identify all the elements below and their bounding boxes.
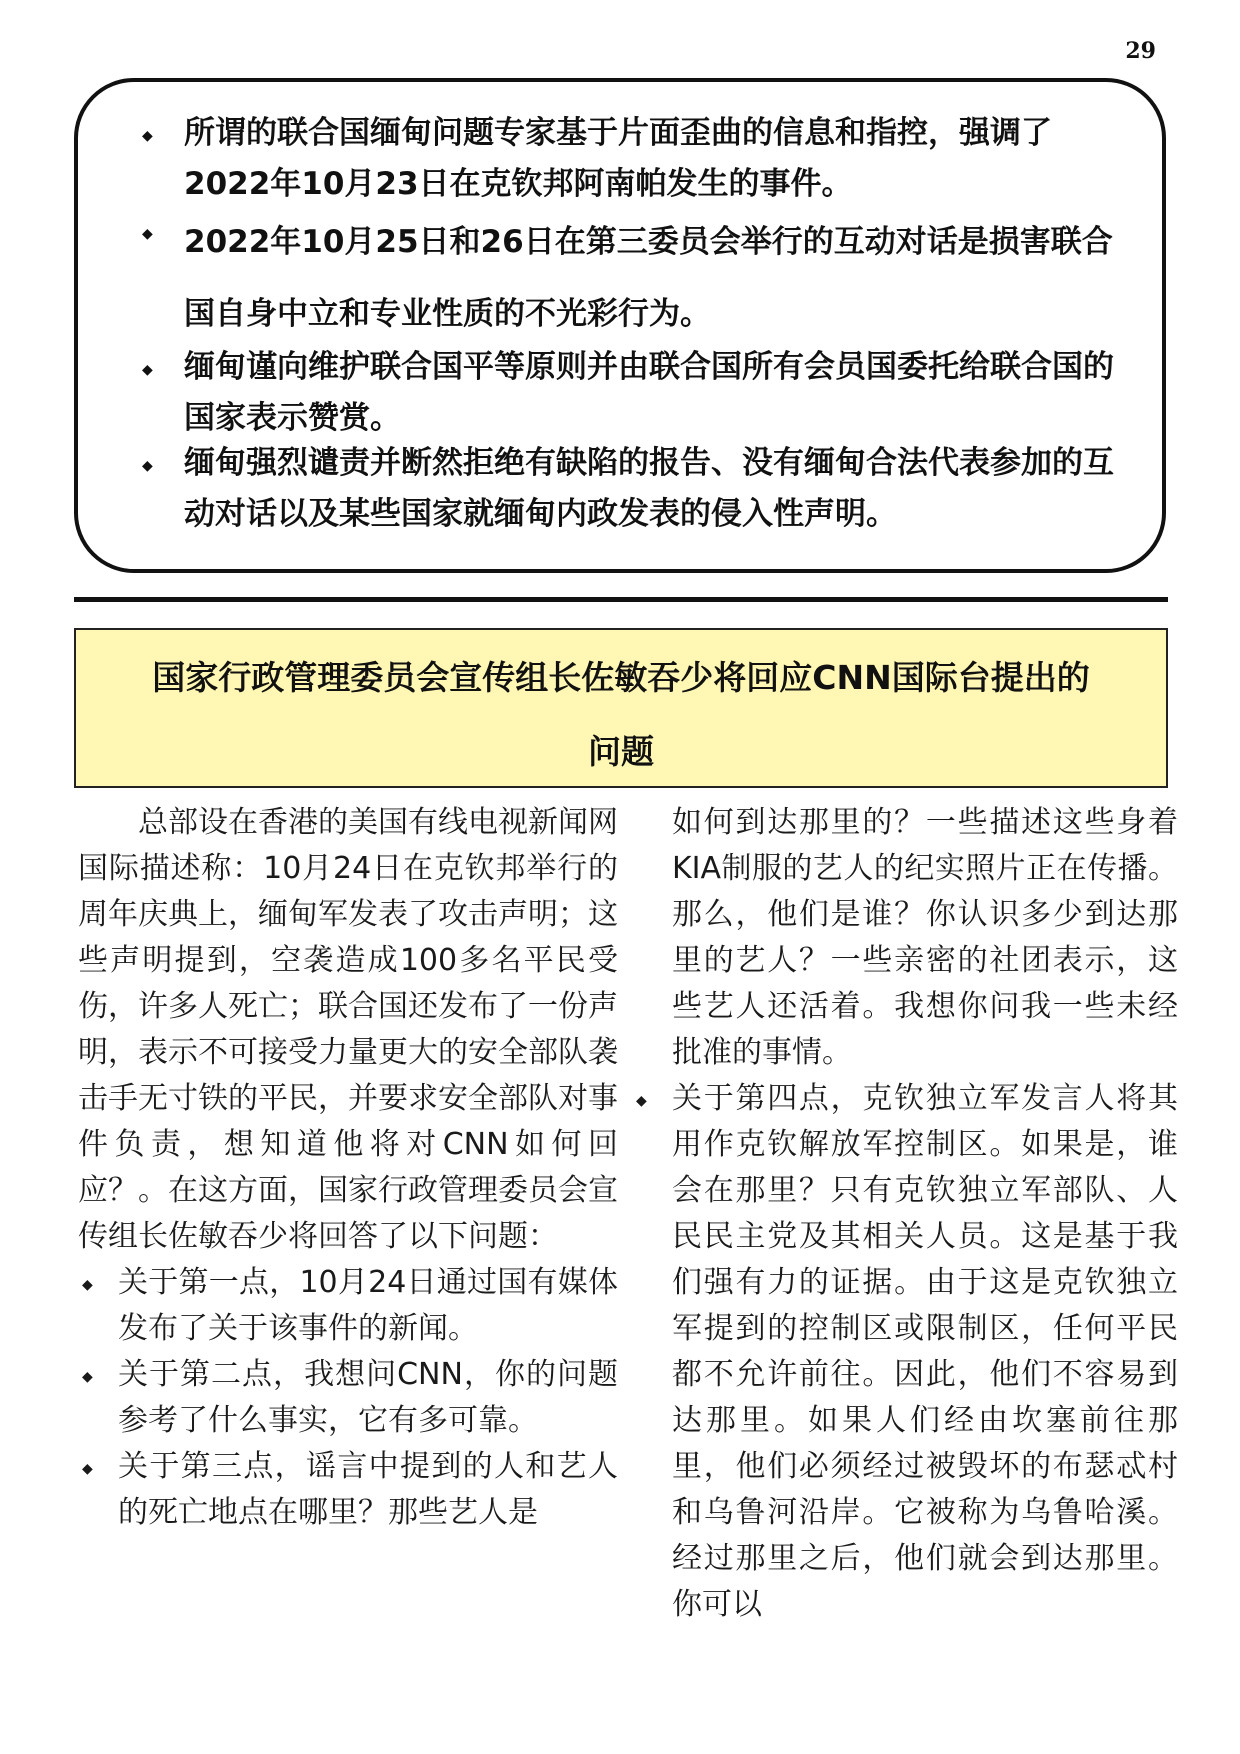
box-bullet-text: 缅甸谨向维护联合国平等原则并由联合国所有会员国委托给联合国的国家表示赞赏。 — [184, 349, 1114, 436]
answer-list — [78, 1260, 618, 1536]
box-bullet-text: 2022年10月25日和26日在第三委员会举行的互动对话是损害联合国自身中立和专业性质的不光彩行为。 — [184, 224, 1113, 332]
box-bullet-text: 所谓的联合国缅甸问题专家基于片面歪曲的信息和指控，强调了2022年10月23日在克钦邦阿南帕发生的事件。 — [184, 115, 1052, 202]
section-title-line-2: 问题 — [588, 732, 654, 771]
diamond-bullet-icon: ◆ — [82, 1277, 93, 1293]
diamond-bullet-icon: ◆ — [142, 128, 153, 144]
diamond-bullet-icon: ◆ — [82, 1461, 93, 1477]
box-bullet-text: 缅甸强烈谴责并断然拒绝有缺陷的报告、没有缅甸合法代表参加的互动对话以及某些国家就缅甸内政发表的侵入性声明。 — [184, 445, 1114, 532]
intro-paragraph: 总部设在香港的美国有线电视新闻网国际描述称：10月24日在克钦邦举行的周年庆典上，缅甸军发表了攻击声明；这些声明提到，空袭造成100多名平民受伤，许多人死亡；联合国还发布了一份声明，表示不可接受力量更大的安全部队袭击手无寸铁的平民，并要求安全部队对事件负责，想知道他将对CNN如何回应？。在这方面，国家行政管理委员会宣传组长佐敏吞少将回答了以下问题： — [78, 805, 618, 1254]
diamond-bullet-icon: ◆ — [636, 1093, 647, 1109]
answer-text: 关于第二点，我想问CNN，你的问题参考了什么事实，它有多可靠。 — [118, 1357, 618, 1438]
box-bullet-item — [142, 108, 1138, 210]
section-title-line-1: 国家行政管理委员会宣传组长佐敏吞少将回应CNN国际台提出的 — [152, 658, 1090, 697]
answer-text: 关于第三点，谣言中提到的人和艺人的死亡地点在哪里？那些艺人是 — [118, 1449, 618, 1530]
answer-item — [78, 1444, 618, 1536]
page-number: 29 — [1125, 38, 1156, 64]
statement-box — [74, 78, 1166, 573]
answer-text: 关于第一点，10月24日通过国有媒体发布了关于该事件的新闻。 — [118, 1265, 618, 1346]
section-title-box — [74, 628, 1168, 788]
answer-text: 关于第四点，克钦独立军发言人将其用作克钦解放军控制区。如果是，谁会在那里？只有克钦独立军部队、人民民主党及其相关人员。这是基于我们强有力的证据。由于这是克钦独立军提到的控制区或限制区，任何平民都不允许前往。因此，他们不容易到达那里。如果人们经由坎塞前往那里，他们必须经过被毁坏的布瑟忒村和乌鲁河沿岸。它被称为乌鲁哈溪。经过那里之后，他们就会到达那里。你可以 — [672, 1081, 1178, 1622]
box-bullet-item — [142, 342, 1138, 444]
continued-answer-paragraph: 如何到达那里的？一些描述这些身着KIA制服的艺人的纪实照片正在传播。那么，他们是谁？你认识多少到达那里的艺人？一些亲密的社团表示，这些艺人还活着。我想你问我一些未经批准的事情。 — [672, 805, 1178, 1070]
diamond-bullet-icon: ◆ — [82, 1369, 93, 1385]
section-divider — [74, 597, 1168, 602]
left-column — [78, 800, 618, 1536]
right-column — [632, 800, 1178, 1628]
box-bullet-item — [142, 438, 1138, 540]
diamond-bullet-icon: ◆ — [142, 362, 153, 378]
diamond-bullet-icon: ◆ — [142, 226, 153, 242]
answer-item — [632, 1076, 1178, 1628]
answer-item — [78, 1352, 618, 1444]
diamond-bullet-icon: ◆ — [142, 458, 153, 474]
answer-item — [78, 1260, 618, 1352]
answer-list — [632, 1076, 1178, 1628]
box-bullet-item — [142, 206, 1138, 350]
